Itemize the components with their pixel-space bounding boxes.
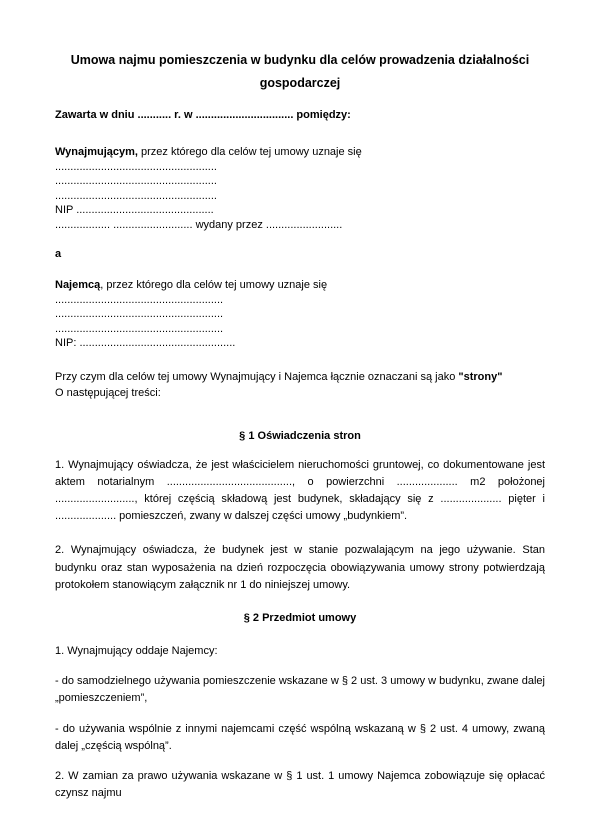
tenant-nip-line: NIP: ................................................... [55,337,236,349]
document-title: Umowa najmu pomieszczenia w budynku dla celów prowadzenia działalności gospodarczej [70,53,530,90]
tenant-label: Najemcą [55,279,101,291]
landlord-blank-line-2: ..................................................... [55,175,217,187]
parties-clause [55,369,545,401]
landlord-label-rest: przez którego dla celów tej umowy uznaje się [137,146,362,158]
tenant-label-rest: , przez którego dla celów tej umowy uznaje się [100,279,328,291]
landlord-nip-line: NIP ............................................. [55,204,214,216]
section-2-paragraph-2: 2. W zamian za prawo używania wskazane w § 1 ust. 1 umowy Najemca zobowiązuje się opłacać czynsz najmu [55,769,545,800]
tenant-intro-line [55,278,545,293]
section-1-paragraph-2: 2. Wynajmujący oświadcza, że budynek jest w stanie pozwalającym na jego używanie. Stan budynku oraz stan wyposażenia na dzień rozpoczęcia obowiązywania umowy strony potwierdzają protokołem stanowiącym załącznik nr 1 do niniejszej umowy. [55,544,545,591]
landlord-issued-line: .................. .......................... wydany przez ......................... [55,218,343,231]
opening-line: Zawarta w dniu ........... r. w ................................ pomiędzy: [55,109,351,121]
landlord-blank-line-1: ..................................................... [55,160,217,173]
landlord-label: Wynajmującym, [55,146,138,158]
tenant-blank-line-1: ....................................................... [55,293,224,306]
landlord-block [55,145,545,232]
tenant-block [55,278,545,351]
connector-a: a [55,248,62,260]
parties-clause-text: Przy czym dla celów tej umowy Wynajmujący i Najemca łącznie oznaczani są jako [55,370,459,383]
section-2-bullet-1: - do samodzielnego używania pomieszczenie wskazane w § 2 ust. 3 umowy w budynku, zwane dalej „pomieszczeniem”, [55,675,545,705]
tenant-blank-line-2: ....................................................... [55,308,224,320]
section-1-heading: § 1 Oświadczenia stron [239,429,361,442]
parties-clause-line-2: O następującej treści: [55,386,161,399]
landlord-intro-line [55,145,545,160]
strony-term: "strony" [458,370,503,383]
section-2-bullet-2: - do używania wspólnie z innymi najemcami część wspólną wskazaną w § 2 ust. 4 umowy, zwaną dalej „częścią wspólną”. [55,722,545,752]
parties-clause-line-1 [55,369,545,385]
tenant-blank-line-3: ....................................................... [55,322,224,335]
landlord-blank-line-3: ..................................................... [55,189,217,202]
section-2-paragraph-1: 1. Wynajmujący oddaje Najemcy: [55,644,218,657]
section-2-heading: § 2 Przedmiot umowy [243,611,357,624]
section-1-paragraph-1: 1. Wynajmujący oświadcza, że jest właścicielem nieruchomości gruntowej, co dokumentowane jest aktem notarialnym ........................................., o powierzchni .................... m2 położonej .........................., której częścią składową jest budynek, składający się z .................... pięter i .................... pomieszczeń, zwany w dalszej części umowy „budynkiem”. [55,458,545,523]
